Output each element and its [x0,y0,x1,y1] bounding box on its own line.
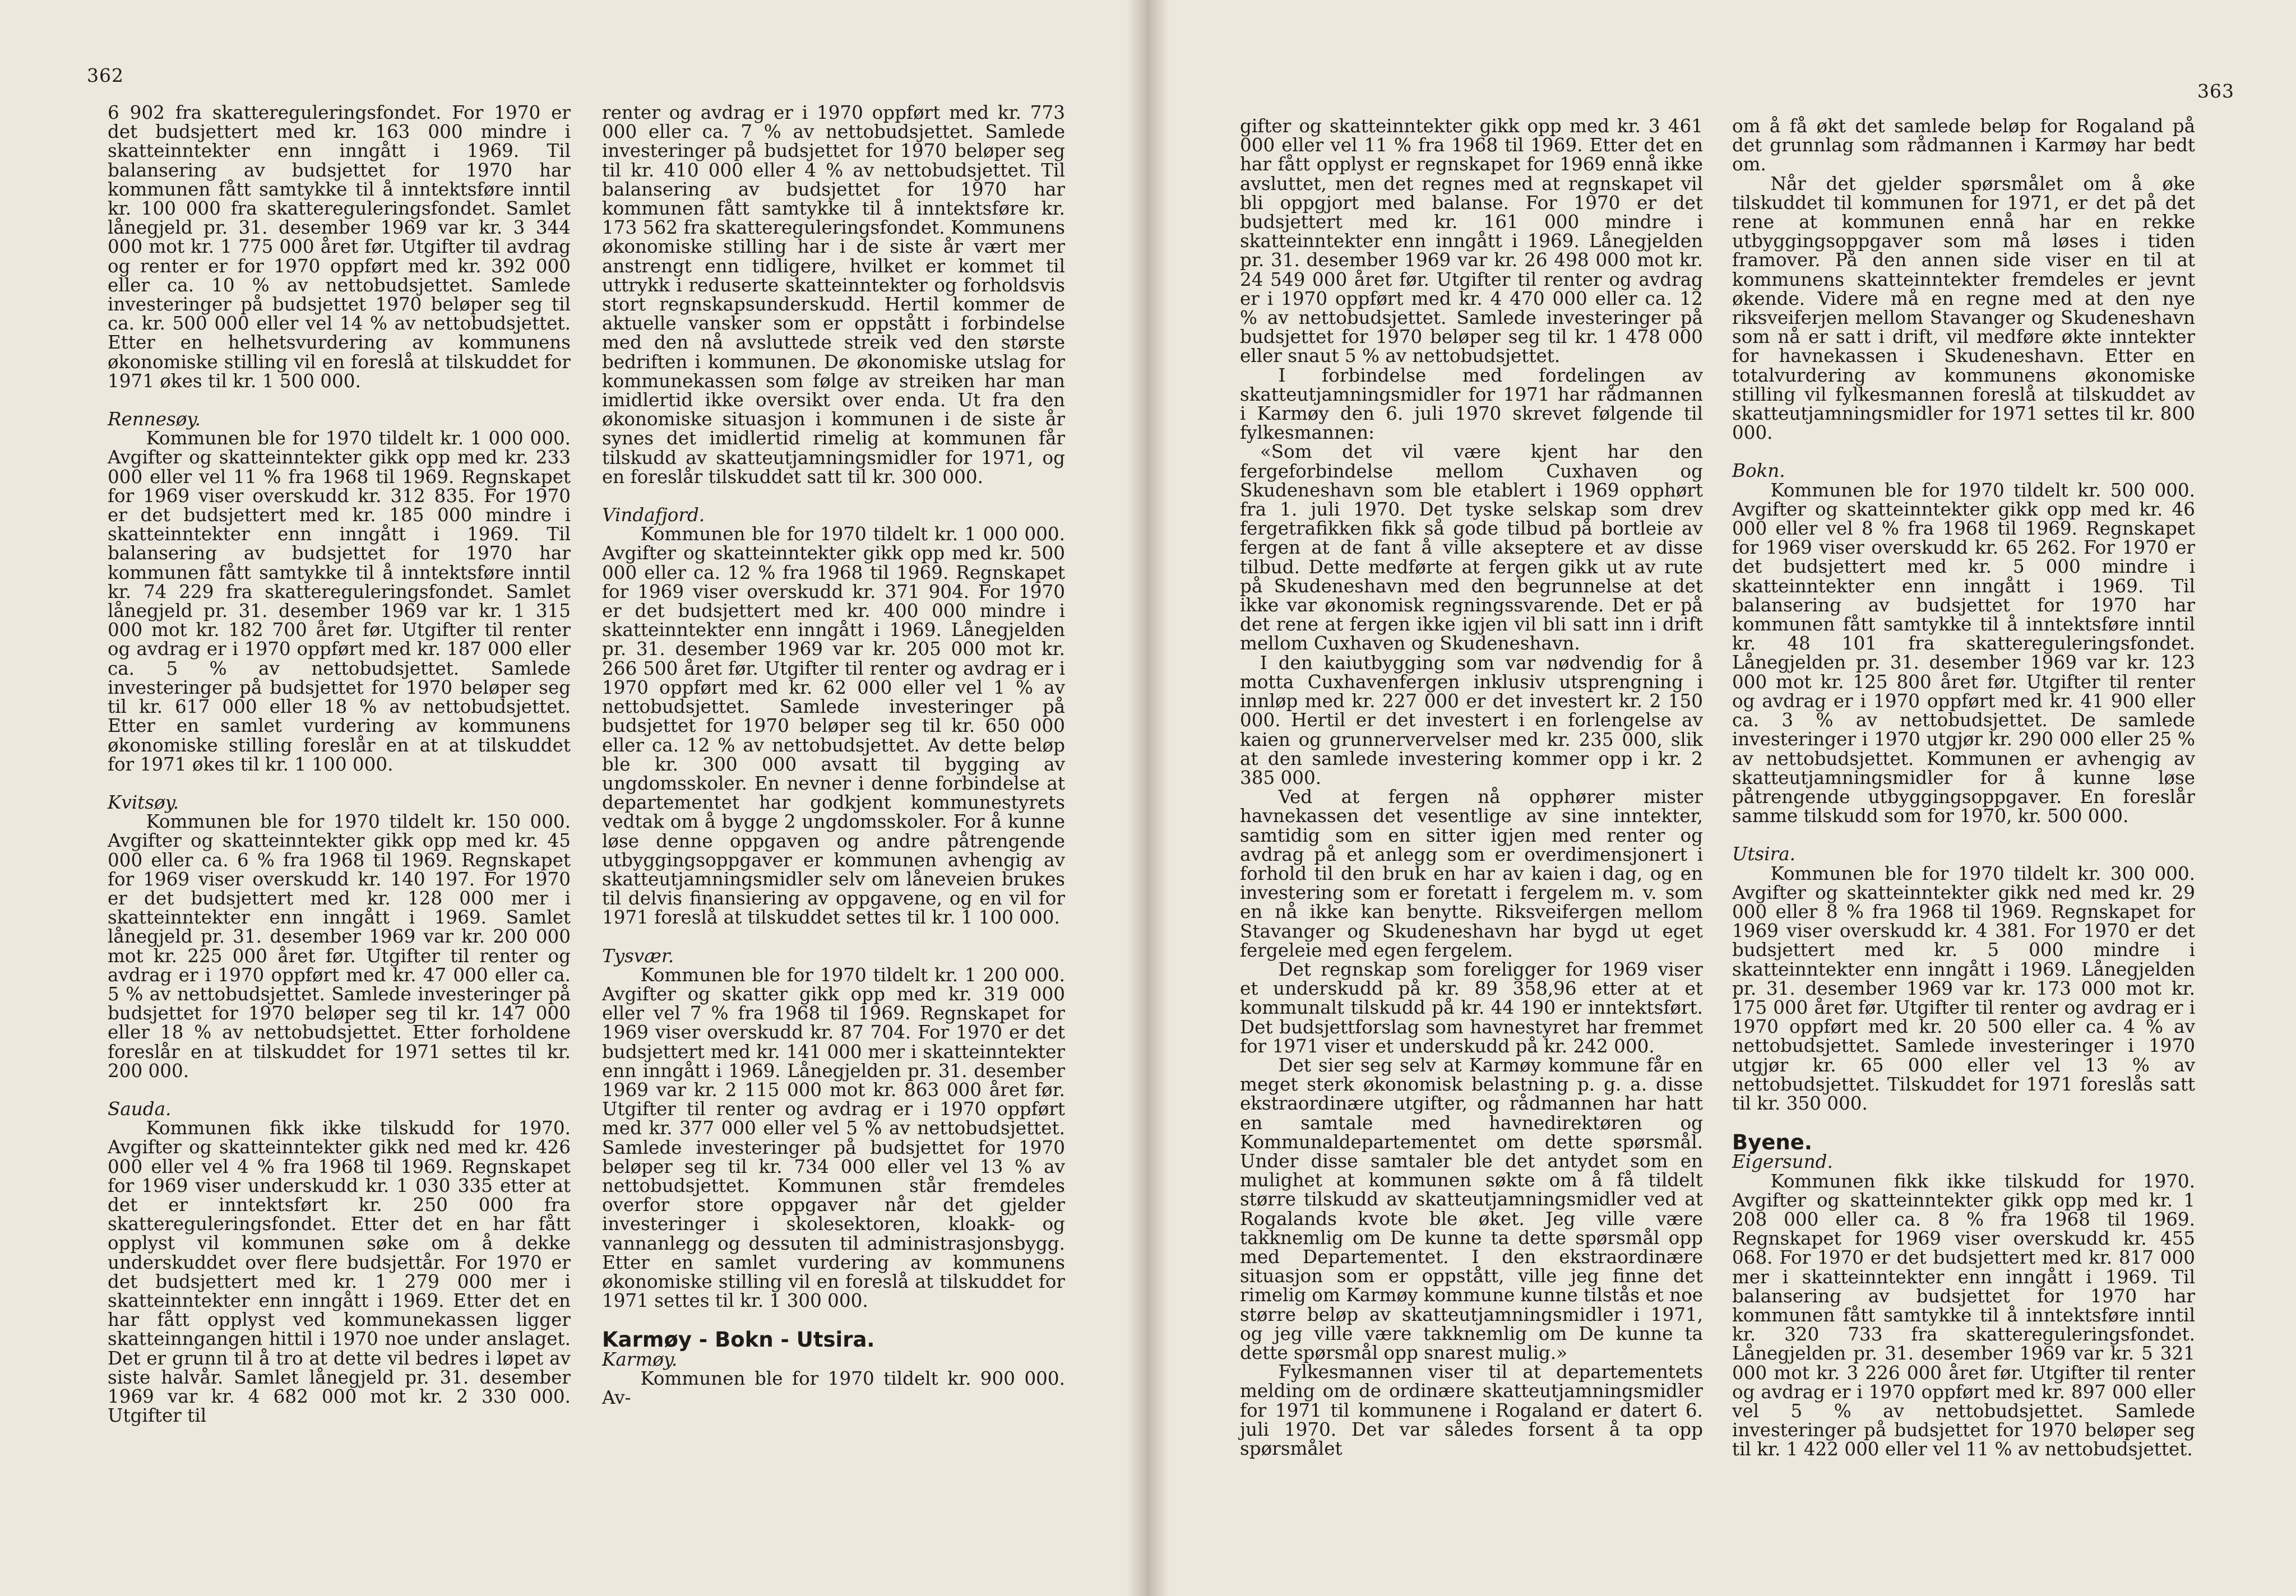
paragraph: Når det gjelder spørsmålet om å øke tilskuddet til kommunen for 1971, er det på det rene at kommunen ennå har en rekke utbyggingsoppgaver som må løses i tiden framover. På den annen side viser en til at kommunens skatteinntekter fremdeles er jevnt økende. Videre må en regne med at den nye riksveiferjen mellom Stavanger og Skudeneshavn som nå er satt i drift, vil medføre økte inntekter for havnekassen i Skudeneshavn. Etter en totalvurdering av kommunens økonomiske stilling vil fylkesmannen foreslå at tilskuddet av skatteutjamningsmidler for 1971 settes til kr. 800 000. [1732,173,2195,444]
column-1 [108,103,571,1425]
paragraph-sauda: Kommunen fikk ikke tilskudd for 1970. Avgifter og skatteinntekter gikk ned med kr. 426 000 eller vel 4 % fra 1968 til 1969. Regnskapet for 1969 viser underskudd kr. 1 030 335 etter at det er inntektsført kr. 250 000 fra skattereguleringsfondet. Etter det en har fått opplyst vil kommunen søke om å dekke underskuddet over flere budsjettår. For 1970 er det budsjettert med kr. 1 279 000 mer i skatteinntekter enn inngått i 1969. Etter det en har fått opplyst ved kommunekassen ligger skatteinngangen hittil i 1970 noe under anslaget. Det er grunn til å tro at dette vil bedres i løpet av siste halvår. Samlet lånegjeld pr. 31. desember 1969 var kr. 4 682 000 mot kr. 2 330 000. Utgifter til [108,1117,571,1427]
municipality-heading-kvitsoy: Kvitsøy. [108,791,179,813]
municipality-heading-vindafjord: Vindafjord. [602,504,705,526]
municipality-heading-sauda: Sauda. [108,1098,172,1120]
paragraph: om å få økt det samlede beløp for Rogaland på det grunnlag som rådmannen i Karmøy har bedt om. [1732,115,2195,175]
column-4 [1732,117,2195,1459]
region-heading: Byene. [1732,1130,1812,1155]
quoted-paragraph: Ved at fergen nå opphører mister havnekassen det vesentlige av sine inntekter, samtidig som en sitter igjen med renter og avdrag på et anlegg som er overdimensjonert i forhold til den bruk en har av kaien i dag, og en investering som er foretatt i fergelem m. v. som en nå ikke kan benytte. Riksveifergen mellom Stavanger og Skudeneshavn har bygd ut eget fergeleie med egen fergelem. [1240,786,1703,961]
book-gutter [1127,0,1169,1596]
left-page [0,0,1146,1596]
paragraph-kvitsoy: Kommunen ble for 1970 tildelt kr. 150 000. Avgifter og skatteinntekter gikk opp med kr. 45 000 eller ca. 6 % fra 1968 til 1969. Regnskapet for 1969 viser overskudd kr. 140 197. For 1970 er det budsjettert med kr. 128 000 mer i skatteinntekter enn inngått i 1969. Samlet lånegjeld pr. 31. desember 1969 var kr. 200 000 mot kr. 225 000 året før. Utgifter til renter og avdrag er i 1970 oppført med kr. 47 000 eller ca. 5 % av nettobudsjettet. Samlede investeringer på budsjettet for 1970 beløper seg til kr. 147 000 eller 18 % av nettobudsjettet. Etter forholdene foreslår en at tilskuddet for 1971 settes til kr. 200 000. [108,811,571,1082]
column-3 [1240,117,1703,1458]
municipality-heading-eigersund: Eigersund. [1732,1151,1833,1173]
quoted-paragraph: I den kaiutbygging som var nødvendig for å motta Cuxhavenfergen inklusiv utsprengning i innløp med kr. 227 000 er det investert kr. 2 150 000. Hertil er det investert i en forlengelse av kaien og grunnervervelser med kr. 235 000, slik at den samlede investering kommer opp i kr. 2 385 000. [1240,652,1703,788]
municipality-heading-bokn: Bokn. [1732,460,1785,482]
paragraph: renter og avdrag er i 1970 oppført med kr. 773 000 eller ca. 7 % av nettobudsjettet. Samlede investeringer på budsjettet for 1970 beløper seg til kr. 410 000 eller 4 % av nettobudsjettet. Til balansering av budsjettet for 1970 har kommunen fått samtykke til å inntektsføre kr. 173 562 fra skattereguleringsfondet. Kommunens økonomiske stilling har i de siste år vært mer anstrengt enn tidligere, hvilket er kommet til uttrykk i reduserte skatteinntekter og forholdsvis stort regnskapsunderskudd. Hertil kommer de aktuelle vansker som er oppstått i forbindelse med den nå avsluttede streik ved den største bedriften i kommunen. De økonomiske utslag for kommunekassen som følge av streiken har man imidlertid ikke oversikt over enda. Ut fra den økonomiske situasjon i kommunen i de siste år synes det imidlertid rimelig at kommunen får tilskudd av skatteutjamningsmidler for 1971, og en foreslår tilskuddet satt til kr. 300 000. [602,102,1065,488]
paragraph: gifter og skatteinntekter gikk opp med kr. 3 461 000 eller vel 11 % fra 1968 til 1969. Etter det en har fått opplyst er regnskapet for 1969 ennå ikke avsluttet, men det regnes med at regnskapet vil bli oppgjort med balanse. For 1970 er det budsjettert med kr. 161 000 mindre i skatteinntekter enn inngått i 1969. Lånegjelden pr. 31. desember 1969 var kr. 26 498 000 mot kr. 24 549 000 året før. Utgifter til renter og avdrag er i 1970 oppført med kr. 4 470 000 eller ca. 12 % av nettobudsjettet. Samlede investeringer på budsjettet for 1970 beløper seg til kr. 1 478 000 eller snaut 5 % av nettobudsjettet. [1240,115,1703,367]
paragraph: I forbindelse med fordelingen av skatteutjamningsmidler for 1971 har rådmannen i Karmøy den 6. juli 1970 skrevet følgende til fylkesmannen: [1240,364,1703,444]
municipality-heading-rennesoy: Rennesøy. [108,409,201,430]
paragraph-vindafjord: Kommunen ble for 1970 tildelt kr. 1 000 000. Avgifter og skatteinntekter gikk opp med kr. 500 000 eller ca. 12 % fra 1968 til 1969. Regnskapet for 1969 viser overskudd kr. 371 904. For 1970 er det budsjettert med kr. 400 000 mindre i skatteinntekter enn inngått i 1969. Lånegjelden pr. 31. desember 1969 var kr. 205 000 mot kr. 266 500 året før. Utgifter til renter og avdrag er i 1970 oppført med kr. 62 000 eller vel 1 % av nettobudsjettet. Samlede investeringer på budsjettet for 1970 beløper seg til kr. 650 000 eller ca. 12 % av nettobudsjettet. Av dette beløp ble kr. 300 000 avsatt til bygging av ungdomsskoler. En nevner i denne forbindelse at departementet har godkjent kommunestyrets vedtak om å bygge 2 ungdomsskoler. For å kunne løse denne oppgaven og andre påtrengende utbyggingsoppgaver er kommunen avhengig av skatteutjamningsmidler selv om låneveien brukes til delvis finansiering av oppgavene, og en vil for 1971 foreslå at tilskuddet settes til kr. 1 100 000. [602,523,1065,929]
page-number-left: 362 [87,64,124,86]
municipality-heading-utsira: Utsira. [1732,843,1796,865]
quoted-paragraph: «Som det vil være kjent har den fergeforbindelse mellom Cuxhaven og Skudeneshavn som ble etablert i 1969 opphørt fra 1. juli 1970. Det tyske selskap som drev fergetrafikken fikk så gode tilbud på bortleie av fergen at de fant å ville akseptere et av disse tilbud. Dette medførte at fergen gikk ut av rute på Skudeneshavn med den begrunnelse at det ikke var økonomisk regningssvarende. Det er på det rene at fergen ikke igjen vil bli satt inn i drift mellom Cuxhaven og Skudeneshavn. [1240,441,1703,655]
paragraph-rennesoy: Kommunen ble for 1970 tildelt kr. 1 000 000. Avgifter og skatteinntekter gikk opp med kr. 233 000 eller vel 11 % fra 1968 til 1969. Regnskapet for 1969 viser overskudd kr. 312 835. For 1970 er det budsjettert med kr. 185 000 mindre i skatteinntekter enn inngått i 1969. Til balansering av budsjettet for 1970 har kommunen fått samtykke til å inntektsføre inntil kr. 74 229 fra skattereguleringsfondet. Samlet lånegjeld pr. 31. desember 1969 var kr. 1 315 000 mot kr. 182 700 året før. Utgifter til renter og avdrag er i 1970 oppført med kr. 187 000 eller ca. 5 % av nettobudsjettet. Samlede investeringer på budsjettet for 1970 beløper seg til kr. 617 000 eller 18 % av nettobudsjettet. Etter en samlet vurdering av kommunens økonomiske stilling foreslår en at at tilskuddet for 1971 økes til kr. 1 100 000. [108,428,571,775]
region-heading: Karmøy - Bokn - Utsira. [602,1328,875,1352]
column-2 [602,103,1065,1407]
paragraph-tysvaer: Kommunen ble for 1970 tildelt kr. 1 200 000. Avgifter og skatter gikk opp med kr. 319 000 eller vel 7 % fra 1968 til 1969. Regnskapet for 1969 viser overskudd kr. 87 704. For 1970 er det budsjettert med kr. 141 000 mer i skatteinntekter enn inngått i 1969. Lånegjelden pr. 31. desember 1969 var kr. 2 115 000 mot kr. 863 000 året før. Utgifter til renter og avdrag er i 1970 oppført med kr. 377 000 eller vel 5 % av nettobudsjettet. Samlede investeringer på budsjettet for 1970 beløper seg til kr. 734 000 eller vel 13 % av nettobudsjettet. Kommunen står fremdeles overfor store oppgaver når det gjelder investeringer i skolesektoren, kloakk- og vannanlegg og dessuten til administrasjonsbygg. Etter en samlet vurdering av kommunens økonomiske stilling vil en foreslå at tilskuddet for 1971 settes til kr. 1 300 000. [602,964,1065,1312]
municipality-heading-karmoy: Karmøy. [602,1348,678,1370]
paragraph-karmoy: Kommunen ble for 1970 tildelt kr. 900 000. Av- [602,1367,1065,1408]
quoted-paragraph: Det regnskap som foreligger for 1969 viser et underskudd på kr. 89 358,96 etter at et kommunalt tilskudd på kr. 44 190 er inntektsført. Det budsjettforslag som havnestyret har fremmet for 1971 viser et underskudd på kr. 242 000. [1240,958,1703,1057]
page-number-right: 363 [2197,80,2234,102]
municipality-heading-tysvaer: Tysvær. [602,945,674,967]
paragraph-eigersund: Kommunen fikk ikke tilskudd for 1970. Avgifter og skatteinntekter gikk opp med kr. 1 208 000 eller ca. 8 % fra 1968 til 1969. Regnskapet for 1969 viser overskudd kr. 455 068. For 1970 er det budsjettert med kr. 817 000 mer i skatteinntekter enn inngått i 1969. Til balansering av budsjettet for 1970 har kommunen fått samtykke til å inntektsføre inntil kr. 320 733 fra skattereguleringsfondet. Lånegjelden pr. 31. desember 1969 var kr. 5 321 000 mot kr. 3 226 000 året før. Utgifter til renter og avdrag er i 1970 oppført med kr. 897 000 eller vel 5 % av nettobudsjettet. Samlede investeringer på budsjettet for 1970 beløper seg til kr. 1 422 000 eller vel 11 % av nettobudsjettet. [1732,1170,2195,1460]
paragraph-bokn: Kommunen ble for 1970 tildelt kr. 500 000. Avgifter og skatteinntekter gikk opp med kr. 46 000 eller vel 8 % fra 1968 til 1969. Regnskapet for 1969 viser overskudd kr. 65 262. For 1970 er det budsjettert med kr. 5 000 mindre i skatteinntekter enn inngått i 1969. Til balansering av budsjettet for 1970 har kommunen fått samtykke til å inntektsføre inntil kr. 48 101 fra skattereguleringsfondet. Lånegjelden pr. 31. desember 1969 var kr. 123 000 mot kr. 125 800 året før. Utgifter til renter og avdrag er i 1970 oppført med kr. 41 900 eller ca. 3 % av nettobudsjettet. De samlede investeringer i 1970 utgjør kr. 290 000 eller 25 % av nettobudsjettet. Kommunen er avhengig av skatteutjamningsmidler for å kunne løse påtrengende utbyggingsoppgaver. En foreslår samme tilskudd som for 1970, kr. 500 000. [1732,479,2195,827]
paragraph: Fylkesmannen viser til at departementets melding om de ordinære skatteutjamningsmidler for 1971 til kommunene i Rogaland er datert 6. juli 1970. Det var således forsent å ta opp spørsmålet [1240,1361,1703,1460]
paragraph-utsira: Kommunen ble for 1970 tildelt kr. 300 000. Avgifter og skatteinntekter gikk ned med kr. 29 000 eller 8 % fra 1968 til 1969. Regnskapet for 1969 viser overskudd kr. 4 381. For 1970 er det budsjettert med kr. 5 000 mindre i skatteinntekter enn inngått i 1969. Lånegjelden pr. 31. desember 1969 var kr. 173 000 mot kr. 175 000 året før. Utgifter til renter og avdrag er i 1970 oppført med kr. 20 500 eller ca. 4 % av nettobudsjettet. Samlede investeringer i 1970 utgjør kr. 65 000 eller vel 13 % av nettobudsjettet. Tilskuddet for 1971 foreslås satt til kr. 350 000. [1732,862,2195,1114]
paragraph: 6 902 fra skattereguleringsfondet. For 1970 er det budsjettert med kr. 163 000 mindre i skatteinntekter enn inngått i 1969. Til balansering av budsjettet for 1970 har kommunen fått samtykke til å inntektsføre inntil kr. 100 000 fra skattereguleringsfondet. Samlet lånegjeld pr. 31. desember 1969 var kr. 3 344 000 mot kr. 1 775 000 året før. Utgifter til avdrag og renter er for 1970 oppført med kr. 392 000 eller ca. 10 % av nettobudsjettet. Samlede investeringer på budsjettet 1970 beløper seg til ca. kr. 500 000 eller vel 14 % av nettobudsjettet. Etter en helhetsvurdering av kommunens økonomiske stilling vil en foreslå at tilskuddet for 1971 økes til kr. 1 500 000. [108,102,571,392]
quoted-paragraph: Det sier seg selv at Karmøy kommune får en meget sterk økonomisk belastning p. g. a. disse ekstraordinære utgifter, og rådmannen har hatt en samtale med havnedirektøren og Kommunaldepartementet om dette spørsmål. Under disse samtaler ble det antydet som en mulighet at kommunen søkte om å få tildelt større tilskudd av skatteutjamningsmidler ved at Rogalands kvote ble øket. Jeg ville være takknemlig om De kunne ta dette spørsmål opp med Departementet. I den ekstraordinære situasjon som er oppstått, ville jeg finne det rimelig om Karmøy kommune kunne tilstås et noe større beløp av skatteutjamningsmidler i 1971, og jeg ville være takknemlig om De kunne ta dette spørsmål opp snarest mulig.» [1240,1054,1703,1363]
